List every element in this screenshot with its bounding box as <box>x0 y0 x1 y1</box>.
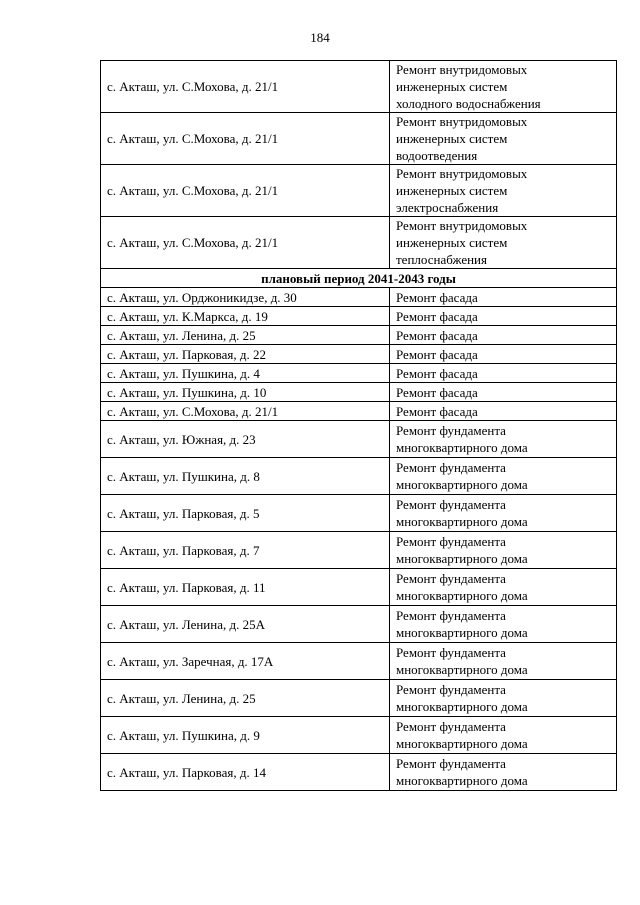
table-row <box>101 458 617 495</box>
work-line: Ремонт фундамента <box>396 682 506 697</box>
table-row <box>101 307 617 326</box>
work-type-cell <box>390 113 617 165</box>
work-line: инженерных систем <box>396 183 508 198</box>
work-type-cell <box>390 569 617 606</box>
table-row <box>101 754 617 791</box>
table-body <box>101 61 617 791</box>
work-type-cell: Ремонт фасада <box>390 364 617 383</box>
table-row <box>101 495 617 532</box>
work-type-cell <box>390 217 617 269</box>
table-row <box>101 643 617 680</box>
address-cell: с. Акташ, ул. Парковая, д. 5 <box>101 495 390 532</box>
work-line: инженерных систем <box>396 235 508 250</box>
work-type-cell <box>390 495 617 532</box>
work-line: Ремонт фундамента <box>396 608 506 623</box>
address-cell: с. Акташ, ул. Парковая, д. 14 <box>101 754 390 791</box>
address-cell: с. Акташ, ул. Пушкина, д. 10 <box>101 383 390 402</box>
address-cell: с. Акташ, ул. Ленина, д. 25А <box>101 606 390 643</box>
address-cell: с. Акташ, ул. Парковая, д. 11 <box>101 569 390 606</box>
work-line: Ремонт внутридомовых <box>396 62 528 77</box>
table-row <box>101 345 617 364</box>
address-cell: с. Акташ, ул. Пушкина, д. 9 <box>101 717 390 754</box>
work-line: Ремонт внутридомовых <box>396 114 528 129</box>
work-type-cell: Ремонт фасада <box>390 383 617 402</box>
table-row <box>101 569 617 606</box>
address-cell: с. Акташ, ул. Орджоникидзе, д. 30 <box>101 288 390 307</box>
work-line: Ремонт фундамента <box>396 534 506 549</box>
work-type-cell <box>390 643 617 680</box>
address-cell: с. Акташ, ул. Южная, д. 23 <box>101 421 390 458</box>
table-row <box>101 680 617 717</box>
work-line: многоквартирного дома <box>396 551 528 566</box>
repair-schedule-table <box>100 60 617 791</box>
page-number: 184 <box>310 30 330 45</box>
table-row <box>101 606 617 643</box>
work-line: теплоснабжения <box>396 252 487 267</box>
table-row <box>101 165 617 217</box>
table-row <box>101 421 617 458</box>
work-line: многоквартирного дома <box>396 440 528 455</box>
work-line: Ремонт фундамента <box>396 497 506 512</box>
table-row <box>101 532 617 569</box>
address-cell: с. Акташ, ул. Ленина, д. 25 <box>101 326 390 345</box>
work-line: многоквартирного дома <box>396 736 528 751</box>
work-line: Ремонт фундамента <box>396 719 506 734</box>
work-type-cell: Ремонт фасада <box>390 326 617 345</box>
work-type-cell: Ремонт фасада <box>390 307 617 326</box>
work-type-cell <box>390 754 617 791</box>
work-line: Ремонт фундамента <box>396 571 506 586</box>
address-cell: с. Акташ, ул. Пушкина, д. 8 <box>101 458 390 495</box>
address-cell: с. Акташ, ул. С.Мохова, д. 21/1 <box>101 217 390 269</box>
address-cell: с. Акташ, ул. С.Мохова, д. 21/1 <box>101 165 390 217</box>
table-row <box>101 717 617 754</box>
address-cell: с. Акташ, ул. С.Мохова, д. 21/1 <box>101 113 390 165</box>
table-row <box>101 402 617 421</box>
address-cell: с. Акташ, ул. С.Мохова, д. 21/1 <box>101 402 390 421</box>
work-type-cell: Ремонт фасада <box>390 288 617 307</box>
period-title: плановый период 2041-2043 годы <box>101 269 617 288</box>
work-line: многоквартирного дома <box>396 514 528 529</box>
work-type-cell <box>390 421 617 458</box>
work-line: Ремонт фундамента <box>396 460 506 475</box>
work-line: Ремонт внутридомовых <box>396 218 528 233</box>
work-type-cell <box>390 458 617 495</box>
work-line: Ремонт фундамента <box>396 645 506 660</box>
work-line: многоквартирного дома <box>396 588 528 603</box>
work-line: электроснабжения <box>396 200 499 215</box>
address-cell: с. Акташ, ул. Парковая, д. 22 <box>101 345 390 364</box>
work-line: многоквартирного дома <box>396 625 528 640</box>
table-row <box>101 288 617 307</box>
work-line: многоквартирного дома <box>396 699 528 714</box>
table-row <box>101 61 617 113</box>
work-line: многоквартирного дома <box>396 477 528 492</box>
work-type-cell <box>390 532 617 569</box>
table-row <box>101 217 617 269</box>
table-row <box>101 383 617 402</box>
work-line: Ремонт внутридомовых <box>396 166 528 181</box>
table-row <box>101 364 617 383</box>
work-line: Ремонт фундамента <box>396 423 506 438</box>
address-cell: с. Акташ, ул. Пушкина, д. 4 <box>101 364 390 383</box>
work-type-cell: Ремонт фасада <box>390 345 617 364</box>
work-type-cell <box>390 606 617 643</box>
address-cell: с. Акташ, ул. С.Мохова, д. 21/1 <box>101 61 390 113</box>
address-cell: с. Акташ, ул. Ленина, д. 25 <box>101 680 390 717</box>
table-row <box>101 113 617 165</box>
table-row <box>101 326 617 345</box>
work-type-cell <box>390 717 617 754</box>
period-header-row <box>101 269 617 288</box>
work-type-cell <box>390 165 617 217</box>
work-type-cell <box>390 61 617 113</box>
work-type-cell <box>390 680 617 717</box>
address-cell: с. Акташ, ул. К.Маркса, д. 19 <box>101 307 390 326</box>
work-line: многоквартирного дома <box>396 662 528 677</box>
work-line: инженерных систем <box>396 79 508 94</box>
work-line: инженерных систем <box>396 131 508 146</box>
work-line: водоотведения <box>396 148 478 163</box>
address-cell: с. Акташ, ул. Парковая, д. 7 <box>101 532 390 569</box>
work-line: многоквартирного дома <box>396 773 528 788</box>
work-line: Ремонт фундамента <box>396 756 506 771</box>
address-cell: с. Акташ, ул. Заречная, д. 17А <box>101 643 390 680</box>
work-line: холодного водоснабжения <box>396 96 541 111</box>
work-type-cell: Ремонт фасада <box>390 402 617 421</box>
